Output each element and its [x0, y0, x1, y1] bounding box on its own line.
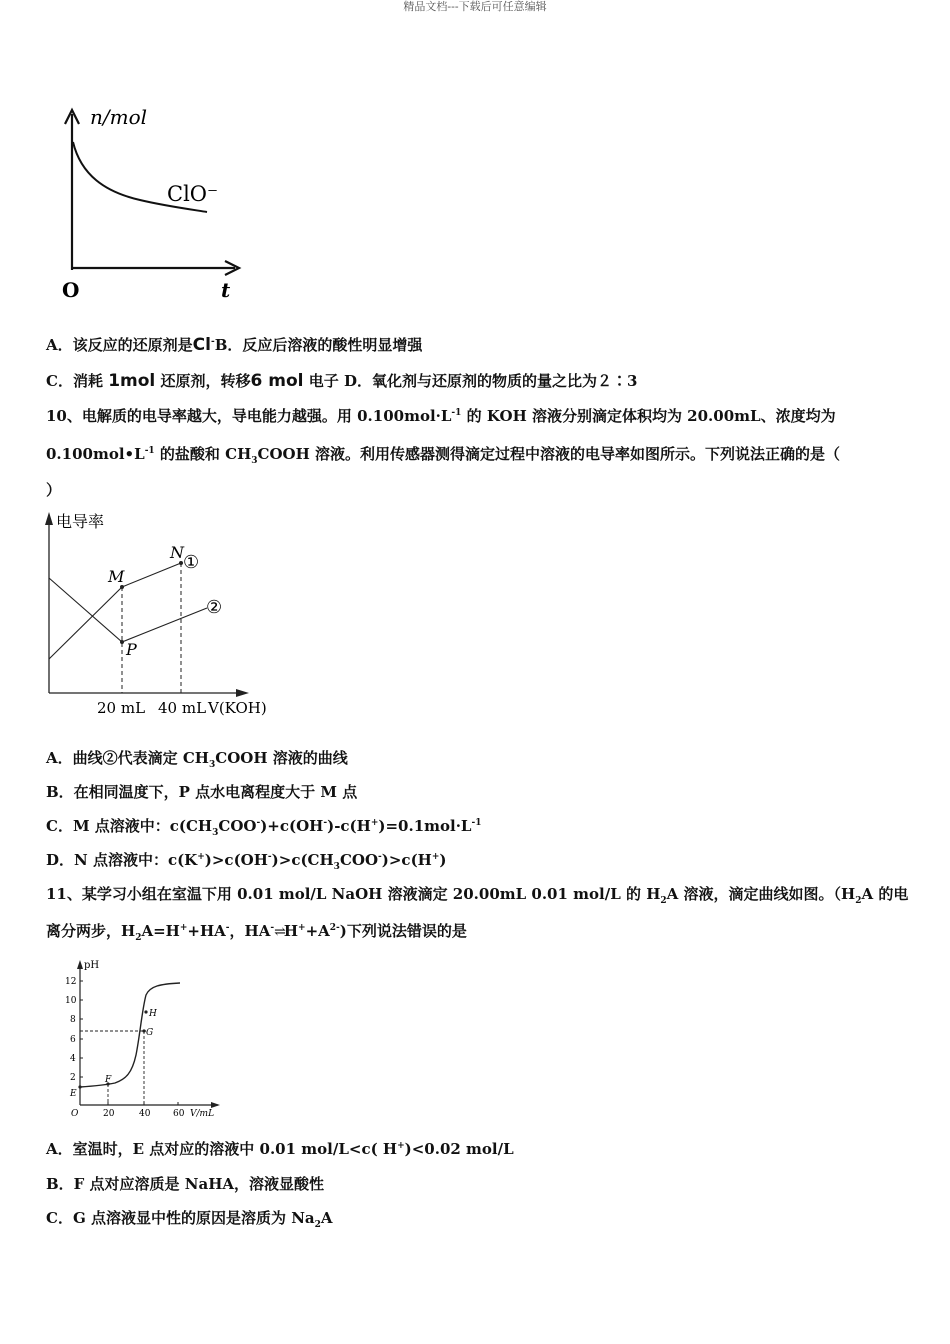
curve-label-clo: ClO⁻: [167, 182, 219, 206]
q10-option-c: C．M 点溶液中：$c(CH_3COO^-)+c(OH^-)-c(H^+)=0.1mol\cdot L^{-1}$: [46, 817, 482, 838]
point-h-label: H: [149, 1009, 157, 1019]
y-tick-label: 2: [70, 1073, 76, 1083]
curve-1-label: ①: [183, 552, 200, 573]
x-axis-arrow: [211, 1102, 220, 1108]
point-n-label: N: [170, 543, 184, 562]
y-axis-label: pH: [84, 960, 100, 971]
figure-ph-titration: [60, 955, 230, 1120]
x-tick-label: 60: [173, 1109, 185, 1119]
q10-option-a: A．曲线②代表滴定 $CH_3COOH$ 溶液的曲线: [46, 749, 348, 770]
curve-1-segment-b: [122, 563, 181, 587]
y-axis-arrow: [45, 512, 53, 525]
y-tick-label: 8: [70, 1015, 76, 1025]
x-axis-arrow: [236, 689, 249, 697]
x-tick-40ml: 40 mL: [158, 699, 207, 717]
point-g-label: G: [146, 1028, 154, 1038]
q9-options-ab: A．该反应的还原剂是Cl-B．反应后溶液的酸性明显增强: [46, 335, 423, 355]
x-axis-label: V(KOH): [208, 699, 267, 717]
q11-stem-line1: 11、某学习小组在室温下用 0.01 mol/L NaOH 溶液滴定 20.00mL 0.01 mol/L 的 $H_2A$ 溶液，滴定曲线如图。（$H_2A$ 的电: [46, 885, 909, 906]
curve-2-segment-a: [49, 578, 122, 642]
y-axis-label: n/mol: [90, 105, 148, 129]
y-tick-label: 12: [65, 977, 77, 987]
x-tick-20ml: 20 mL: [97, 699, 146, 717]
point-m-label: M: [108, 567, 125, 586]
x-axis-label: t: [221, 278, 231, 302]
origin-label: O: [71, 1109, 79, 1119]
point-p: [120, 640, 124, 644]
point-h: [144, 1010, 147, 1013]
point-e-label: E: [70, 1089, 77, 1099]
x-axis-label: V/mL: [190, 1109, 215, 1119]
q9-options-cd: C．消耗 1mol 还原剂，转移6 mol 电子 D．氧化剂与还原剂的物质的量之比为２∶3: [46, 371, 638, 391]
curve-1-segment-a: [49, 587, 122, 659]
q11-option-a: A．室温时，E 点对应的溶液中 0.01 mol/L<c( H+)<0.02 mol/L: [46, 1140, 514, 1158]
x-tick-label: 40: [139, 1109, 151, 1119]
q10-stem-line3: ）: [46, 481, 62, 499]
q10-stem-line1: 10、电解质的电导率越大，导电能力越强。用 $0.100mol\cdot L^{-1}$ 的 KOH 溶液分别滴定体积均为 20.00mL、浓度均为: [46, 407, 836, 425]
origin-label: O: [62, 278, 80, 302]
point-f-label: F: [105, 1075, 112, 1085]
equilibrium-arrow-icon: ⇌: [274, 924, 284, 940]
y-tick-label: 10: [65, 996, 77, 1006]
q11-stem-line2: 离分两步，$H_2A=H^++HA^-$，$HA^-\rightleftharpoons H^++A^{2-}$)下列说法错误的是: [46, 922, 467, 943]
ph-curve: [80, 983, 180, 1087]
y-tick-label: 4: [70, 1054, 76, 1064]
point-e: [78, 1085, 81, 1088]
q11-option-c: C．G 点溶液显中性的原因是溶质为 $Na_2A$: [46, 1209, 333, 1230]
y-tick-label: 6: [70, 1035, 76, 1045]
y-axis-label: 电导率: [56, 512, 105, 531]
q10-option-b: B．在相同温度下，P 点水电离程度大于 M 点: [46, 783, 358, 801]
x-tick-label: 20: [103, 1109, 115, 1119]
point-p-label: P: [126, 640, 137, 659]
q11-option-b: B．F 点对应溶质是 NaHA，溶液显酸性: [46, 1175, 325, 1193]
y-axis-arrow: [77, 960, 83, 969]
curve-2-label: ②: [206, 597, 223, 618]
q10-stem-line2: $0.100mol•L^{-1}$ 的盐酸和 $CH_3COOH$ 溶液。利用传感器测得滴定过程中溶液的电导率如图所示。下列说法正确的是（: [46, 445, 840, 466]
curve-2-segment-b: [122, 608, 207, 642]
figure-conductivity: [40, 505, 290, 725]
figure-clo-curve: [55, 100, 255, 305]
page-header-watermark: 精品文档---下载后可任意编辑: [403, 0, 547, 13]
q10-option-d: D．N 点溶液中：$c(K^+)>c(OH^-)>c(CH_3COO^-)>c(H^+)$: [46, 851, 447, 872]
